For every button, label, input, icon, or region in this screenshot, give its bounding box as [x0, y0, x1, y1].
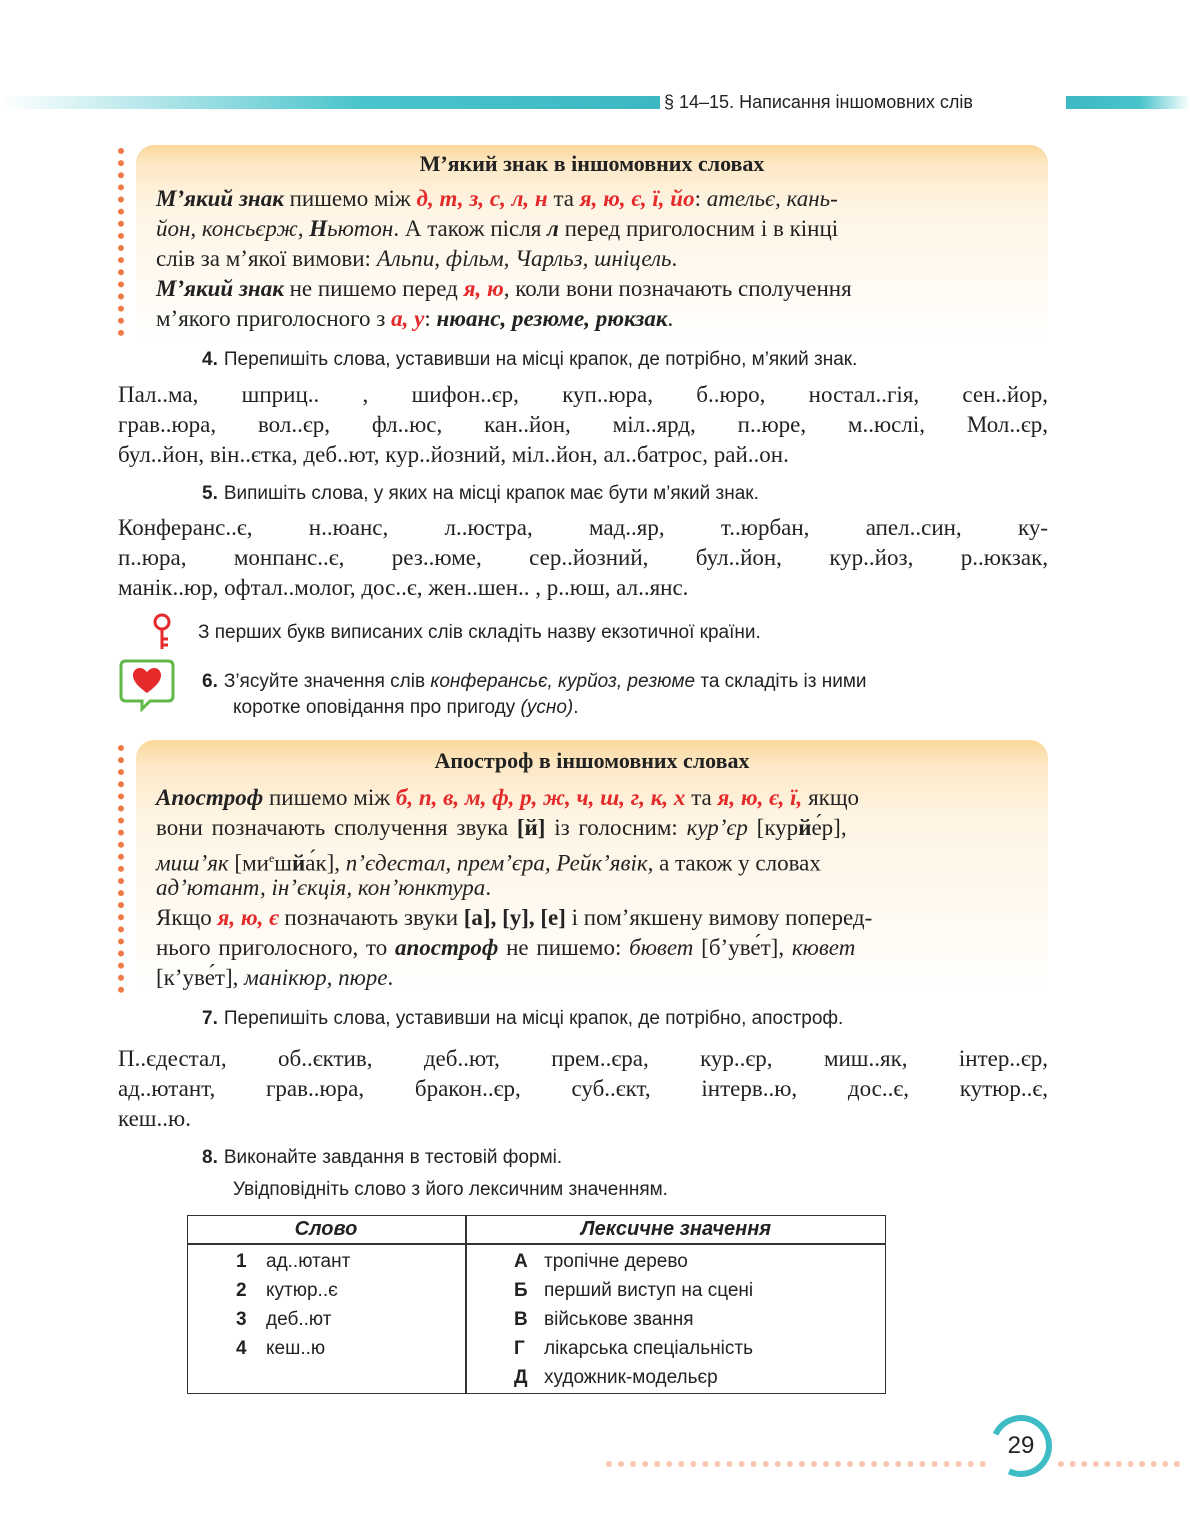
heart-speech-icon — [118, 658, 176, 712]
rule2-line2: вони позначають сполучення звука [й] із голосним: кур’єр [курйе́р], — [156, 815, 847, 840]
rule2-line1: Апостроф пишемо між б, п, в, м, ф, р, ж, ч, ш, г, к, х та я, ю, є, ї, якщо — [156, 785, 860, 810]
task8-subtext: Увідповідніть слово з його лексичним значенням. — [233, 1179, 668, 1200]
rule1-line5: м’якого приголосного з а, у: нюанс, резюме, рюкзак. — [156, 306, 674, 331]
table-row: А тропічне дерево — [514, 1251, 688, 1272]
rule1-line2: йон, консьєрж, Ньютон. А також після л перед приголосним і в кінці — [156, 216, 839, 241]
rule2-line5: Якщо я, ю, є позначають звуки [а], [у], [е] і пом’якшену вимову поперед- — [156, 905, 873, 930]
task4-line: грав..юра, вол..єр, фл..юс, кан..йон, міл..ярд, п..юре, м..юслі, Мол..єр, — [118, 412, 1048, 437]
table-header-word: Слово — [294, 1218, 358, 1240]
page-number: 29 — [1007, 1432, 1035, 1459]
rule-title: Апостроф в іншомовних словах — [434, 748, 750, 773]
task4-line: Пал..ма, шприц.. , шифон..єр, куп..юра, б..юро, ностал..гія, сен..йор, — [118, 382, 1048, 407]
rule2-line7: [к’уве́т], манікюр, пюре. — [156, 965, 394, 990]
table-row: В військове звання — [514, 1309, 694, 1330]
header-bar-left — [0, 96, 660, 109]
table-row: 4 кеш..ю — [236, 1338, 326, 1359]
task-6: 6. З’ясуйте значення слів конферансьє, курйоз, резюме та складіть із ними — [202, 671, 867, 692]
table-row: Г лікарська спеціальність — [514, 1338, 753, 1359]
task4-line: бул..йон, він..єтка, деб..ют, кур..йозний, міл..йон, ал..батрос, рай..он. — [118, 442, 789, 467]
table-row: Д художник-модельєр — [514, 1367, 718, 1388]
rule1-line4: М’який знак не пишемо перед я, ю, коли вони позначають сполучення — [156, 276, 852, 301]
footer-dots-right — [1058, 1461, 1180, 1473]
section-title: § 14–15. Написання іншомовних слів — [664, 92, 973, 112]
key-icon — [150, 613, 174, 651]
task-4: 4. Перепишіть слова, уставивши на місці крапок, де потрібно, м’який знак. — [202, 349, 858, 370]
table-divider — [465, 1215, 467, 1394]
rule-dots-2 — [118, 745, 132, 993]
task-7: 7. Перепишіть слова, уставивши на місці крапок, де потрібно, апостроф. — [202, 1008, 844, 1029]
task6-line2: коротке оповідання про пригоду (усно). — [233, 697, 579, 718]
rule1-line3: слів за м’якої вимови: Альпи, фільм, Чарльз, шніцель. — [156, 246, 678, 271]
rule-title: М’який знак в іншомовних словах — [419, 151, 765, 176]
footer-dots-left — [606, 1461, 986, 1473]
task-5: 5. Випишіть слова, у яких на місці крапок має бути м’який знак. — [202, 483, 759, 504]
rule2-line4: ад’ютант, ін’єкція, кон’юнктура. — [156, 875, 492, 900]
task7-line: ад..ютант, грав..юра, бракон..єр, суб..єкт, інтерв..ю, дос..є, кутюр..є, — [118, 1076, 1048, 1101]
table-row: 2 кутюр..є — [236, 1280, 338, 1301]
task7-line: кеш..ю. — [118, 1106, 191, 1131]
table-row: Б перший виступ на сцені — [514, 1280, 754, 1301]
task5-line: Конферанс..є, н..юанс, л..юстра, мад..яр, т..юрбан, апел..син, ку- — [118, 515, 1048, 540]
table-row: 3 деб..ют — [236, 1309, 332, 1330]
rule-dots-1 — [118, 148, 132, 336]
rule2-line3: миш’як $[ми^ешйа́к]$, п’єдестал, прем’єра, Рейк’явік, а також у словах — [156, 850, 821, 876]
table-header-meaning: Лексичне значення — [580, 1218, 772, 1240]
task7-line: П..єдестал, об..єктив, деб..ют, прем..єра, кур..єр, миш..як, інтер..єр, — [118, 1046, 1048, 1071]
task-8: 8. Виконайте завдання в тестовій формі. — [202, 1147, 563, 1168]
rule1-line1: М’який знак пишемо між д, т, з, с, л, н та я, ю, є, ї, йо: ательє, кань- — [156, 186, 838, 211]
header-bar-right — [1066, 96, 1190, 109]
table-header-line — [187, 1243, 886, 1245]
task5-line: п..юра, монпанс..є, рез..юме, сер..йозний, бул..йон, кур..йоз, р..юкзак, — [118, 545, 1048, 570]
table-row: 1 ад..ютант — [236, 1251, 351, 1272]
rule2-line6: нього приголосного, то апостроф не пишемо: бювет [б’уве́т], кювет — [156, 935, 856, 960]
task5-line: манік..юр, офтал..молог, дос..є, жен..шен.. , р..юш, ал..янс. — [118, 575, 689, 600]
key-task-text: З перших букв виписаних слів складіть назву екзотичної країни. — [198, 622, 761, 643]
